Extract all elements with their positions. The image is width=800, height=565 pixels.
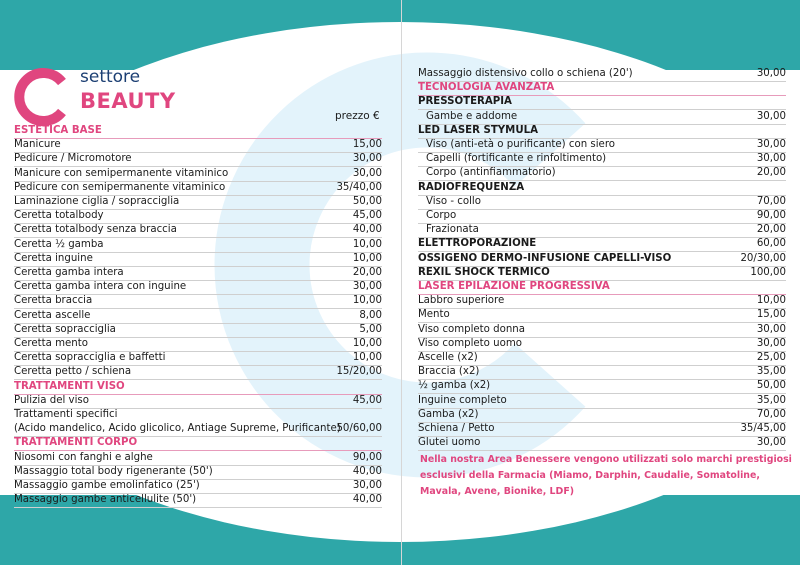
price-list-item (14, 479, 382, 494)
item-price: 35/40,00 (336, 181, 382, 193)
section-heading (14, 124, 382, 139)
item-label: OSSIGENO DERMO-INFUSIONE CAPELLI-VISO (418, 252, 672, 264)
item-price: 30,00 (756, 153, 786, 165)
price-list-item (14, 152, 382, 167)
item-price: 30,00 (352, 281, 382, 293)
price-list-item (14, 266, 382, 281)
item-price: 15/20,00 (336, 366, 382, 378)
item-label: LASER EPILAZIONE PROGRESSIVA (418, 281, 610, 292)
item-label: Ceretta totalbody senza braccia (14, 224, 177, 236)
price-list-item (418, 365, 786, 380)
item-label: TRATTAMENTI CORPO (14, 437, 138, 449)
price-list-item (418, 209, 786, 224)
section-heading (14, 436, 382, 451)
section-heading (14, 380, 382, 395)
subsection-heading (418, 181, 786, 196)
price-list-item (14, 451, 382, 466)
item-label: ESTETICA BASE (14, 125, 102, 136)
item-label: Pedicure con semipermanente vitaminico (14, 181, 226, 193)
item-price: 10,00 (352, 352, 382, 364)
item-price: 45,00 (352, 394, 382, 406)
item-label: Massaggio total body rigenerante (50') (14, 465, 213, 477)
price-list-item (418, 166, 786, 181)
item-label: Ceretta sopracciglia (14, 323, 116, 335)
item-price: 15,00 (756, 309, 786, 321)
price-list-item (14, 394, 382, 409)
section-heading (418, 280, 786, 295)
item-label: Gambe e addome (426, 110, 518, 122)
item-label: (Acido mandelico, Acido glicolico, Antiage Supreme, Purificante) (14, 423, 341, 435)
subsection-heading (418, 252, 786, 267)
item-label: TRATTAMENTI VISO (14, 380, 125, 392)
item-label: RADIOFREQUENZA (418, 181, 525, 193)
price-list-item (14, 294, 382, 309)
price-list-item (418, 323, 786, 338)
price-list-item (418, 422, 786, 437)
price-list-item (14, 195, 382, 210)
item-label: Inguine completo (418, 394, 507, 406)
item-label: PRESSOTERAPIA (418, 96, 512, 108)
item-label: Gamba (x2) (418, 408, 479, 420)
item-label: Ceretta gamba intera (14, 267, 124, 278)
item-label: Pedicure / Micromotore (14, 153, 132, 165)
item-label: Ceretta gamba intera con inguine (14, 281, 187, 293)
price-list-item (14, 309, 382, 324)
item-label: ½ gamba (x2) (418, 380, 491, 392)
item-label: TECNOLOGIA AVANZATA (418, 82, 555, 94)
item-price: 8,00 (359, 309, 382, 321)
item-price: 10,00 (352, 238, 382, 250)
section-heading (418, 81, 786, 96)
item-price: 70,00 (756, 408, 786, 420)
item-price: 20,00 (756, 224, 786, 236)
item-price: 35,00 (756, 394, 786, 406)
item-price: 30,00 (756, 323, 786, 335)
item-price: 35,00 (756, 366, 786, 378)
item-label: Frazionata (426, 224, 479, 236)
item-price: 30,00 (756, 437, 786, 449)
item-price: 40,00 (352, 465, 382, 477)
item-label: Ceretta ½ gamba (14, 238, 104, 250)
item-label: Laminazione ciglia / sopracciglia (14, 196, 180, 207)
item-label: Ceretta sopracciglia e baffetti (14, 352, 166, 364)
item-label: LED LASER STYMULA (418, 124, 538, 136)
price-list-item (14, 138, 382, 153)
subsection-heading (418, 95, 786, 110)
price-list-item (418, 294, 786, 309)
price-list-item (14, 465, 382, 480)
item-label: Massaggio gambe emolinfatico (25') (14, 480, 200, 491)
item-label: Ceretta petto / schiena (14, 366, 132, 378)
item-label: Ceretta totalbody (14, 210, 104, 222)
price-list-item (14, 493, 382, 508)
item-label: Massaggio gambe anticellulite (50') (14, 494, 197, 506)
item-label: Braccia (x2) (418, 366, 480, 378)
subsection-heading (418, 124, 786, 139)
price-list-item (418, 408, 786, 423)
subsection-heading (418, 237, 786, 252)
item-price: 15,00 (352, 139, 382, 151)
price-list-item (418, 138, 786, 153)
item-price: 50,00 (756, 380, 786, 392)
item-price: 70,00 (756, 195, 786, 207)
item-label: Manicure (14, 139, 61, 151)
item-price: 90,00 (352, 451, 382, 463)
item-label: Viso completo donna (418, 323, 525, 335)
item-label: Labbro superiore (418, 295, 505, 307)
price-list-item (14, 209, 382, 224)
price-list-item (418, 67, 786, 82)
item-price: 30,00 (756, 139, 786, 150)
item-price: 20,00 (756, 167, 786, 179)
item-price: 100,00 (750, 266, 786, 278)
price-list-item (14, 351, 382, 366)
item-price: 30,00 (352, 167, 382, 179)
item-price: 60,00 (756, 238, 786, 250)
item-price: 90,00 (756, 210, 786, 221)
brand-line-settore: settore (80, 67, 141, 87)
item-price: 10,00 (756, 295, 786, 307)
price-list-item (14, 181, 382, 196)
item-price: 25,00 (756, 352, 786, 363)
price-list-item (14, 422, 382, 437)
item-price: 30,00 (756, 110, 786, 122)
price-list-item (418, 195, 786, 210)
price-list-item (418, 351, 786, 366)
price-list-item (418, 394, 786, 409)
item-price: 45,00 (352, 210, 382, 222)
item-label: REXIL SHOCK TERMICO (418, 266, 550, 278)
item-price: 20,00 (352, 267, 382, 278)
item-label: Massaggio distensivo collo o schiena (20') (418, 68, 633, 79)
item-price: 10,00 (352, 252, 382, 264)
item-price: 50,00 (352, 196, 382, 207)
item-label: Capelli (fortificante e rinfoltimento) (426, 153, 607, 165)
item-label: Pulizia del viso (14, 394, 89, 406)
item-label: Manicure con semipermanente vitaminico (14, 167, 229, 179)
item-label: Viso (anti-età o purificante) con siero (426, 139, 616, 150)
price-list-item (418, 337, 786, 352)
item-label: Schiena / Petto (418, 423, 495, 434)
price-list-item (418, 223, 786, 238)
item-price: 40,00 (352, 224, 382, 236)
item-label: Mento (418, 309, 450, 321)
price-list-item (14, 323, 382, 338)
item-label: Ascelle (x2) (418, 352, 478, 363)
item-label: Glutei uomo (418, 437, 481, 449)
page-fold (401, 0, 402, 565)
item-label: Viso - collo (426, 195, 481, 207)
brand-line-beauty: BEAUTY (80, 89, 176, 113)
item-price: 30,00 (756, 337, 786, 349)
price-list-item (14, 337, 382, 352)
item-price: 30,00 (352, 480, 382, 491)
item-label: Ceretta braccia (14, 295, 93, 307)
item-label: Ceretta inguine (14, 252, 93, 264)
item-price: 40,00 (352, 494, 382, 506)
price-list-item (418, 110, 786, 125)
item-price: 10,00 (352, 295, 382, 307)
price-list-item (418, 152, 786, 167)
price-list-item (14, 365, 382, 380)
item-label: Ceretta mento (14, 338, 88, 349)
item-label: Viso completo uomo (418, 337, 522, 349)
lotus-c-logo-icon (14, 68, 72, 126)
item-price: 20/30,00 (740, 252, 786, 264)
item-label: Niosomi con fanghi e alghe (14, 451, 153, 463)
item-price: 5,00 (359, 323, 382, 335)
price-list-item (14, 408, 382, 422)
price-list-item (418, 379, 786, 394)
item-label: Corpo (426, 210, 457, 221)
subsection-heading (418, 266, 786, 281)
item-price: 35/45,00 (740, 423, 786, 434)
item-label: Ceretta ascelle (14, 309, 91, 321)
item-price: 30,00 (756, 68, 786, 79)
price-list-item (14, 252, 382, 267)
item-price: 10,00 (352, 338, 382, 349)
item-label: ELETTROPORAZIONE (418, 238, 537, 250)
price-column-header: prezzo € (335, 110, 380, 122)
price-list-item (14, 223, 382, 238)
brands-note: Nella nostra Area Benessere vengono utilizzati solo marchi prestigiosi esclusivi della Farmacia (Miamo, Darphin, Caudalie, Somatoline, Mavala, Avene, Bionike, LDF) (420, 454, 792, 497)
price-list-item (14, 238, 382, 253)
item-label: Corpo (antinfiammatorio) (426, 167, 556, 179)
item-label: Trattamenti specifici (14, 409, 118, 420)
price-list-item (14, 280, 382, 295)
item-price: 50/60,00 (336, 423, 382, 435)
item-price: 30,00 (352, 153, 382, 165)
price-list-item (418, 436, 786, 451)
price-list-item (418, 308, 786, 323)
price-list-item (14, 167, 382, 182)
